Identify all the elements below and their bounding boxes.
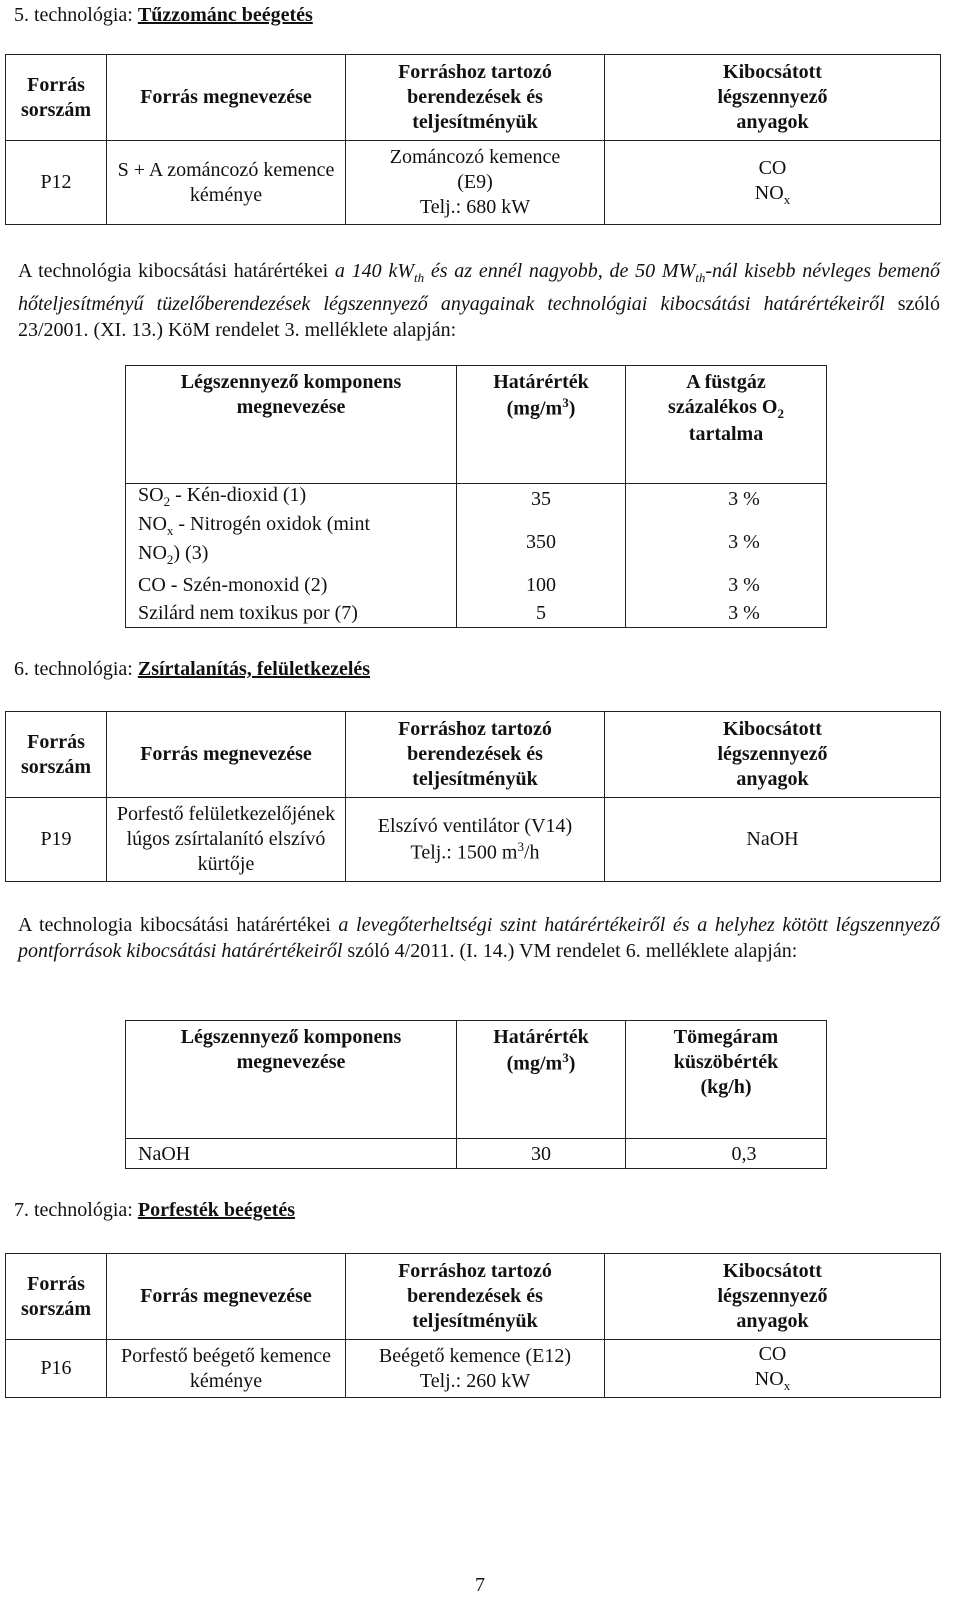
section-6-heading [14,657,370,682]
section-prefix: 6. technológia: [14,658,138,680]
limit-values-table-6: Légszennyező komponens megnevezése Határérték $(mg/m^3)$ Tömegáram küszöbérték (kg/h) NaOH 30 0,3 [125,1020,827,1169]
section-title: Porfesték beégetés [137,1199,296,1221]
header-threshold: Tömegáram küszöbérték (kg/h) [626,1021,827,1139]
source-id: P12 [6,141,107,225]
pollutants: CO $NO_x$ [605,141,941,225]
limit-values-table-5: Légszennyező komponens megnevezése Határérték $(mg/m^3)$ A füstgáz százalékos $O_2$ tartalma $SO_2$ - Kén-dioxid (1) 35 3 % $NO_x$ - Nitrogén oxidok (mint $NO_2$) (3) 350 3 % CO - Szén-monoxid (2) 100 3 % Szilárd nem toxikus por (7) 5 3 % [125,365,827,628]
header-limit: Határérték $(mg/m^3)$ [457,366,626,484]
header-source-name: Forrás megnevezése [107,55,346,141]
section-5-heading [14,3,313,28]
header-pollutants: Kibocsátott légszennyező anyagok [605,712,941,798]
table-row: CO - Szén-monoxid (2) [126,571,457,599]
header-equipment: Forráshoz tartozó berendezések és teljesítményük [346,712,605,798]
header-component: Légszennyező komponens megnevezése [126,1021,457,1139]
header-component: Légszennyező komponens megnevezése [126,366,457,484]
section-7-heading [14,1198,295,1223]
source-id: P16 [6,1340,107,1398]
header-source-id: Forrás sorszám [6,712,107,798]
header-source-id: Forrás sorszám [6,55,107,141]
section-title: Zsírtalanítás, felületkezelés [137,658,371,680]
source-name: Porfestő felületkezelőjének lúgos zsírtalanító elszívó kürtője [107,798,346,882]
section-title: Tűzzománc beégetés [137,4,313,26]
header-source-name: Forrás megnevezése [107,712,346,798]
pollutants: NaOH [605,798,941,882]
header-pollutants: Kibocsátott légszennyező anyagok [605,55,941,141]
header-o2: A füstgáz százalékos $O_2$ tartalma [626,366,827,484]
legal-basis-paragraph-6: A technologia kibocsátási határértékei a levegőterheltségi szint határértékeiről és a helyhez kötött légszennyező pontforrások kibocsátási határértékeiről szóló 4/2011. (I. 14.) VM rendelet 6. melléklete alapján: [18,914,940,962]
source-table-6 [5,711,941,882]
header-pollutants: Kibocsátott légszennyező anyagok [605,1254,941,1340]
header-limit: Határérték $(mg/m^3)$ [457,1021,626,1139]
table-row: $NO_x$ - Nitrogén oxidok (mint $NO_2$) (3) [126,513,457,571]
equipment: Zománcozó kemence (E9) Telj.: 680 kW [346,141,605,225]
equipment: Beégető kemence (E12) Telj.: 260 kW [346,1340,605,1398]
source-table-7 [5,1253,941,1398]
table-row: NaOH [126,1139,457,1169]
table-row: Szilárd nem toxikus por (7) [126,599,457,628]
header-equipment: Forráshoz tartozó berendezések és teljesítményük [346,55,605,141]
header-source-name: Forrás megnevezése [107,1254,346,1340]
source-name: S + A zománcozó kemence kéménye [107,141,346,225]
source-name: Porfestő beégető kemence kéménye [107,1340,346,1398]
section-prefix: 5. technológia: [14,4,138,26]
equipment: Elszívó ventilátor (V14) Telj.: 1500 $m^3/h$ [346,798,605,882]
source-table-5 [5,54,941,225]
legal-basis-paragraph-5: A technológia kibocsátási határértékei a 140 $kW_{th}$ és az ennél nagyobb, de 50 $MW_{th}$-nál kisebb névleges bemenő hőteljesítményű tüzelőberendezések légszennyező anyagainak technológiai kibocsátási határértékeiről szóló 23/2001. (XI. 13.) KöM rendelet 3. melléklete alapján: [18,260,941,341]
header-equipment: Forráshoz tartozó berendezések és teljesítményük [346,1254,605,1340]
section-prefix: 7. technológia: [14,1199,138,1221]
pollutants: CO $NO_x$ [605,1340,941,1398]
header-source-id: Forrás sorszám [6,1254,107,1340]
table-row: $SO_2$ - Kén-dioxid (1) [126,484,457,514]
source-id: P19 [6,798,107,882]
page-number: 7 [475,1574,485,1596]
